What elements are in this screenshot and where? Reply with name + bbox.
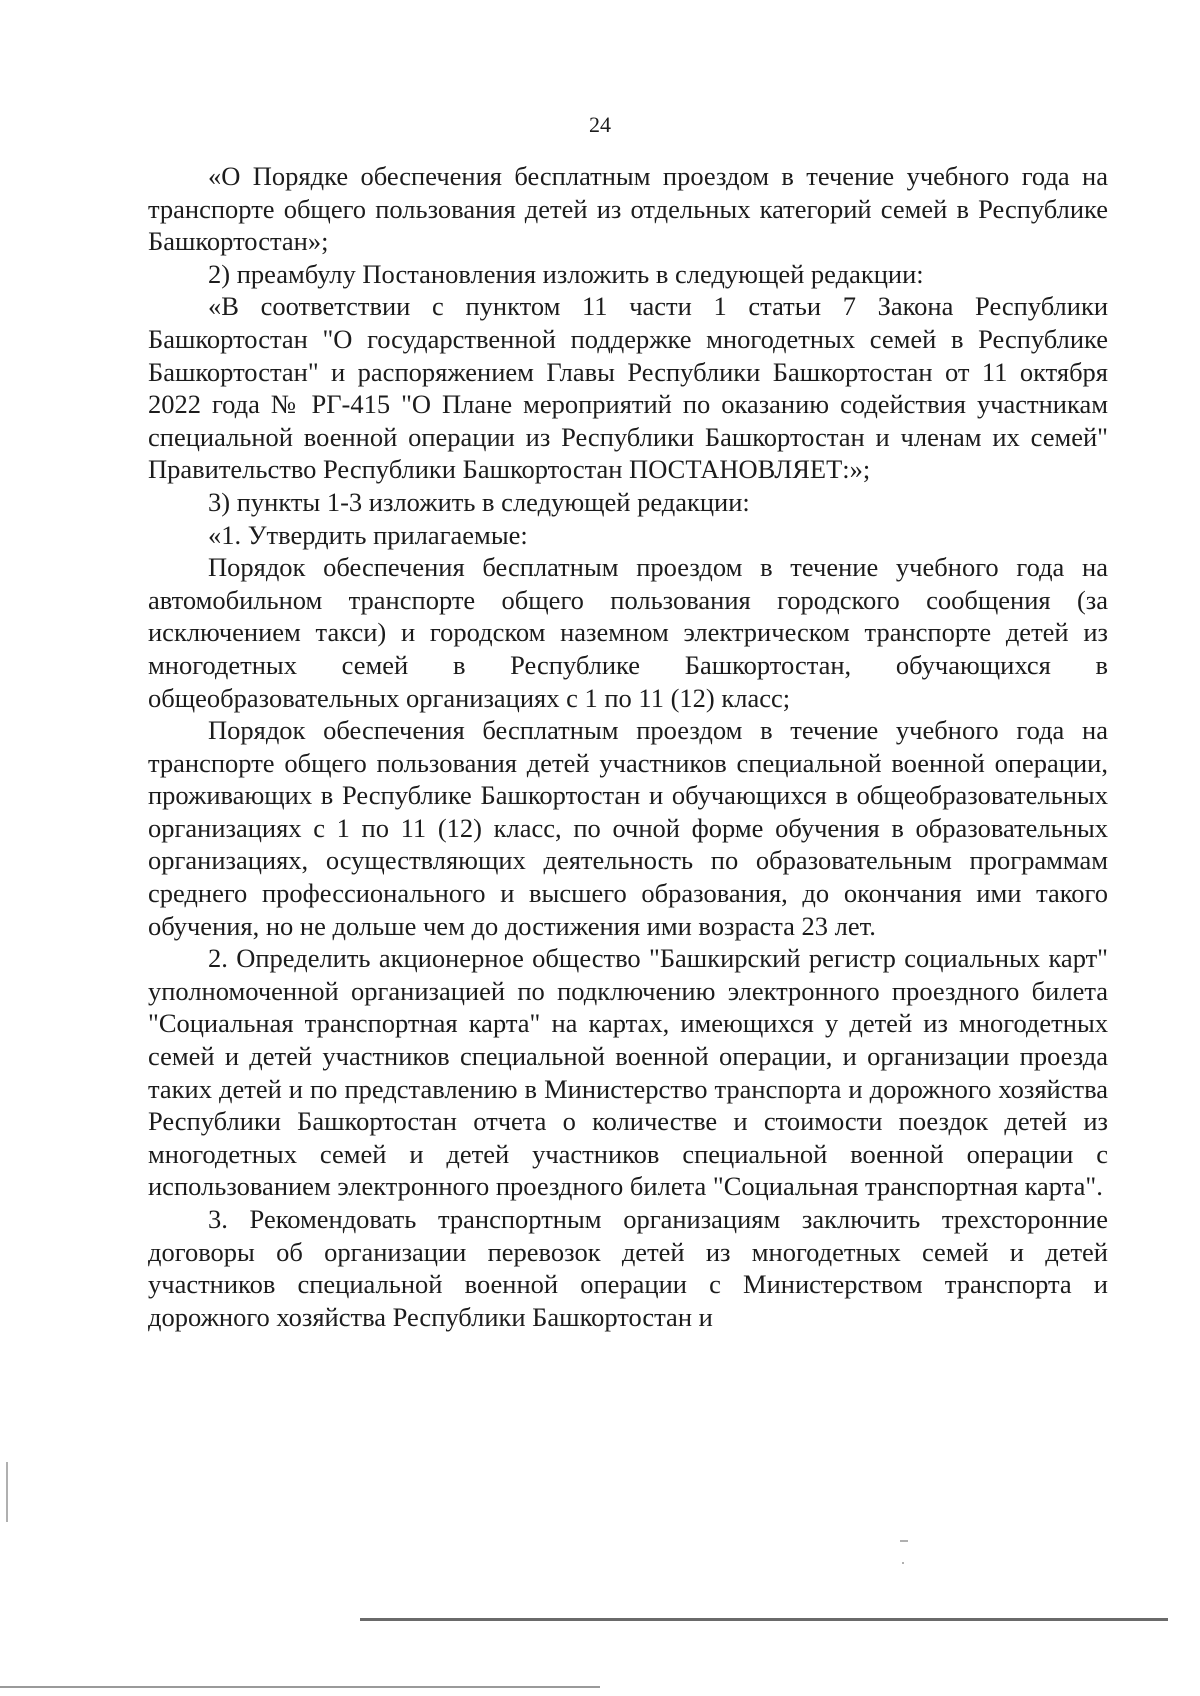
document-body	[148, 160, 1108, 1333]
page-number: 24	[589, 112, 611, 137]
paragraph-item-3: 3. Рекомендовать транспортным организациям заключить трехсторонние договоры об организации перевозок детей из многодетных семей и детей участников специальной военной операции с Министерством транспорта и дорожного хозяйства Республики Башкортостан и	[148, 1204, 1108, 1332]
scan-edge-line	[0, 1686, 600, 1688]
scan-speck	[902, 1562, 904, 1564]
paragraph-item-2: 2. Определить акционерное общество "Башкирский регистр социальных карт" уполномоченной организацией по подключению электронного проездного билета "Социальная транспортная карта" на картах, имеющихся у детей из многодетных семей и детей участников специальной военной операции, и организации проезда таких детей и по представлению в Министерство транспорта и дорожного хозяйства Республики Башкортостан отчета о количестве и стоимости поездок детей из многодетных семей и детей участников специальной военной операции с использованием электронного проездного билета "Социальная транспортная карта".	[148, 943, 1108, 1202]
footer-rule	[360, 1618, 1168, 1621]
paragraph-order-large-families: Порядок обеспечения бесплатным проездом в течение учебного года на автомобильном транспорте общего пользования городского сообщения (за исключением такси) и городском наземном электрическом транспорте детей из многодетных семей в Республике Башкортостан, обучающихся в общеобразовательных организациях с 1 по 11 (12) класс;	[148, 552, 1108, 713]
paragraph-order-title: «О Порядке обеспечения бесплатным проездом в течение учебного года на транспорте общего пользования детей из отдельных категорий семей в Республике Башкортостан»;	[148, 161, 1108, 257]
scan-edge-mark	[6, 1462, 8, 1522]
paragraph-preamble-instruction: 2) преамбулу Постановления изложить в следующей редакции:	[208, 258, 924, 289]
paragraph-items-instruction: 3) пункты 1-3 изложить в следующей редакции:	[208, 486, 750, 517]
paragraph-preamble-text: «В соответствии с пунктом 11 части 1 статьи 7 Закона Республики Башкортостан "О государственной поддержке многодетных семей в Республике Башкортостан" и распоряжением Главы Республики Башкортостан от 11 октября 2022 года № РГ-415 "О Плане мероприятий по оказанию содействия участникам специальной военной операции из Республики Башкортостан и членам их семей" Правительство Республики Башкортостан ПОСТАНОВЛЯЕТ:»;	[148, 291, 1108, 485]
scan-speck	[900, 1540, 908, 1542]
paragraph-item-1-heading: «1. Утвердить прилагаемые:	[208, 519, 528, 550]
paragraph-order-svo-participants: Порядок обеспечения бесплатным проездом в течение учебного года на транспорте общего пользования детей участников специальной военной операции, проживающих в Республике Башкортостан и обучающихся в общеобразовательных организациях с 1 по 11 (12) класс, по очной форме обучения в образовательных организациях, осуществляющих деятельность по образовательным программам среднего профессионального и высшего образования, до окончания ими такого обучения, но не дольше чем до достижения ими возраста 23 лет.	[148, 715, 1108, 941]
